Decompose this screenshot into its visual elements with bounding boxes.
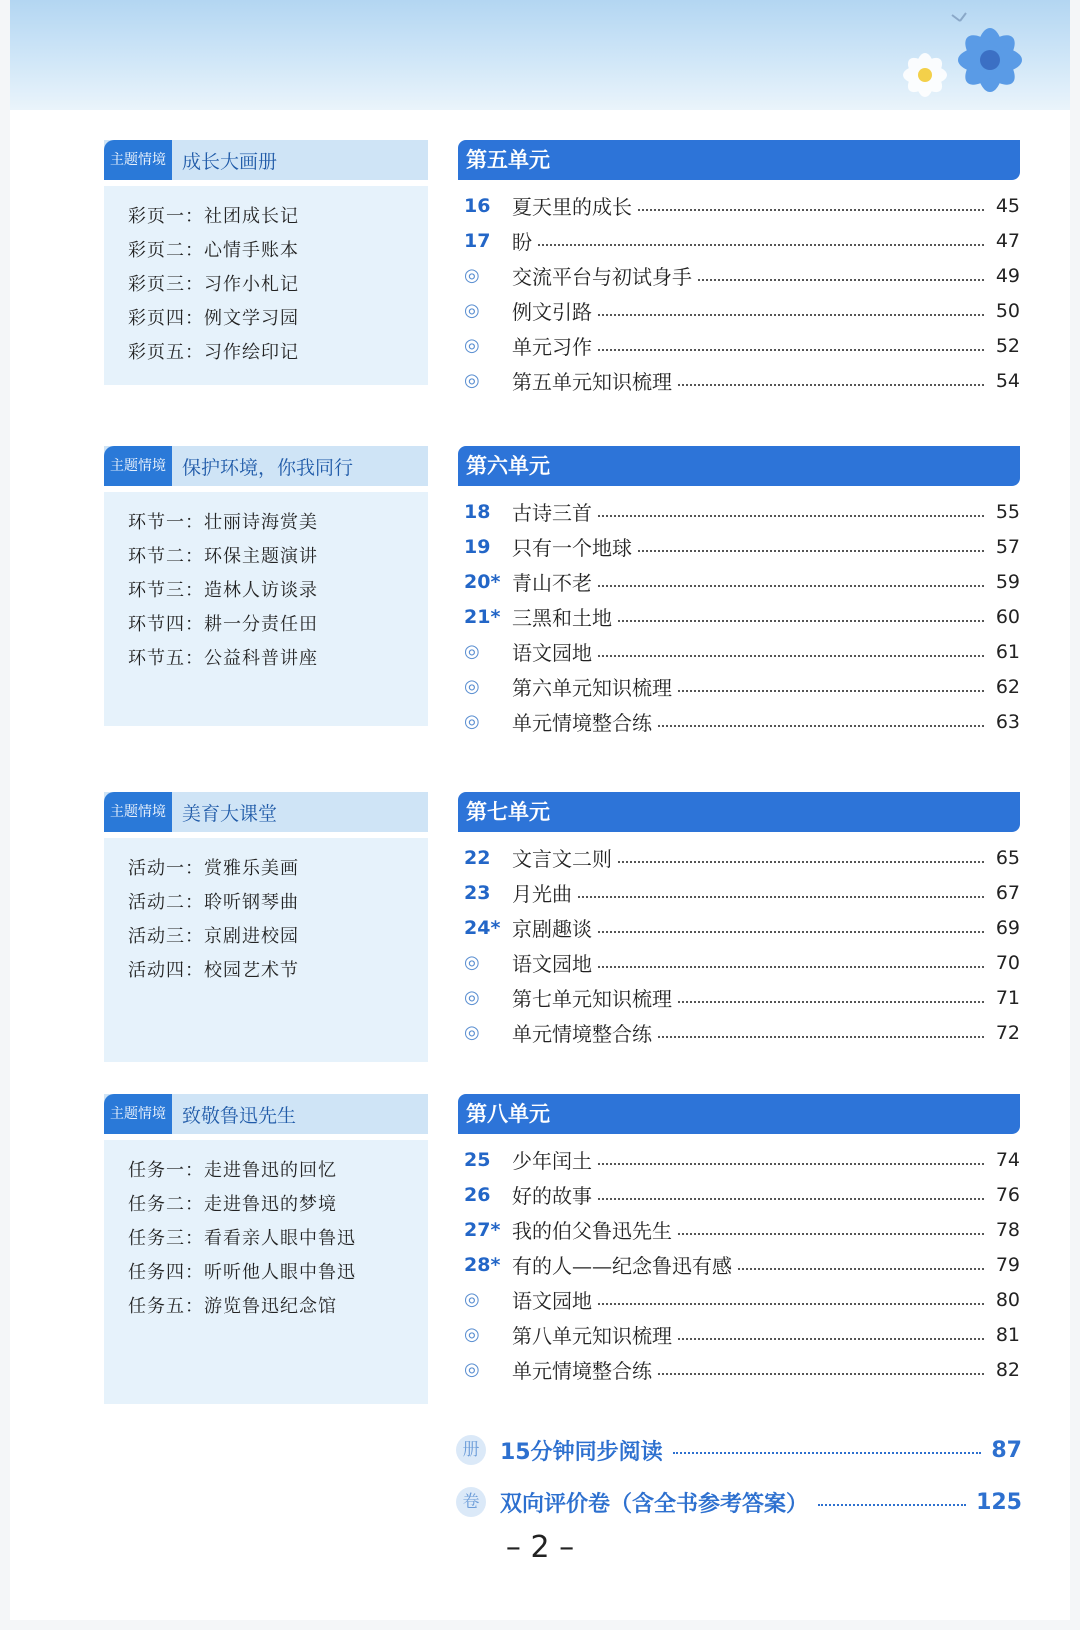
theme-item: 任务二：走进鲁迅的梦境	[128, 1194, 337, 1215]
theme-item: 彩页二：心情手账本	[128, 240, 299, 261]
entry-page: 50	[995, 299, 1020, 322]
unit-header: 第七单元	[458, 792, 1020, 832]
lesson-number: 27*	[464, 1218, 501, 1241]
dot-leader	[738, 1268, 984, 1270]
dot-leader	[598, 349, 984, 351]
toc-entry	[458, 704, 1020, 739]
entry-title: 我的伯父鲁迅先生	[512, 1219, 672, 1243]
entry-page: 52	[995, 334, 1020, 357]
unit-entries	[458, 188, 1020, 398]
entry-page: 54	[995, 369, 1020, 392]
circle-icon: ◎	[464, 1324, 480, 1345]
toc-entry	[458, 1015, 1020, 1050]
lesson-number: 22	[464, 846, 491, 869]
extra-title: 15分钟同步阅读	[500, 1439, 663, 1465]
entry-title: 好的故事	[512, 1184, 592, 1208]
theme-item: 环节四：耕一分责任田	[128, 614, 318, 635]
lesson-number: 20*	[464, 570, 501, 593]
theme-block-4	[104, 1094, 428, 1404]
theme-item: 活动四：校园艺术节	[128, 960, 299, 981]
entry-title: 单元习作	[512, 335, 592, 359]
lesson-number: 16	[464, 194, 491, 217]
entry-title: 少年闰土	[512, 1149, 592, 1173]
theme-item: 环节一：壮丽诗海赏美	[128, 512, 318, 533]
lesson-number: 25	[464, 1148, 491, 1171]
circle-icon: ◎	[464, 335, 480, 356]
entry-page: 47	[995, 229, 1020, 252]
circle-icon: ◎	[464, 300, 480, 321]
toc-entry	[458, 188, 1020, 223]
theme-body	[104, 838, 428, 1062]
lesson-number: 19	[464, 535, 491, 558]
toc-entry	[458, 599, 1020, 634]
dot-leader	[598, 515, 984, 517]
entry-title: 语文园地	[512, 641, 592, 665]
dot-leader	[678, 384, 984, 386]
extra-test-entry	[456, 1482, 1022, 1522]
toc-entry	[458, 910, 1020, 945]
theme-body	[104, 492, 428, 726]
unit-entries	[458, 1142, 1020, 1387]
entry-page: 65	[995, 846, 1020, 869]
toc-entry	[458, 1212, 1020, 1247]
unit-block-7	[458, 792, 1020, 1050]
unit-entries	[458, 840, 1020, 1050]
contents-page	[10, 0, 1070, 1620]
unit-block-8	[458, 1094, 1020, 1387]
dot-leader	[598, 1198, 984, 1200]
theme-title: 成长大画册	[182, 150, 278, 173]
entry-title: 月光曲	[512, 882, 572, 906]
entry-title: 单元情境整合练	[512, 1022, 652, 1046]
paper-icon: 卷	[456, 1487, 486, 1517]
entry-title: 文言文二则	[512, 847, 612, 871]
entry-title: 单元情境整合练	[512, 711, 652, 735]
unit-block-6	[458, 446, 1020, 739]
theme-item: 彩页三：习作小札记	[128, 274, 299, 295]
dot-leader	[598, 966, 984, 968]
dot-leader	[538, 244, 984, 246]
header-banner	[10, 0, 1070, 110]
entry-page: 69	[995, 916, 1020, 939]
entry-page: 81	[995, 1323, 1020, 1346]
entry-page: 76	[995, 1183, 1020, 1206]
toc-entry	[458, 328, 1020, 363]
theme-item: 任务四：听听他人眼中鲁迅	[128, 1262, 356, 1283]
dot-leader	[698, 279, 984, 281]
circle-icon: ◎	[464, 676, 480, 697]
entry-title: 第六单元知识梳理	[512, 676, 672, 700]
toc-entry	[458, 1317, 1020, 1352]
entry-page: 61	[995, 640, 1020, 663]
entry-page: 49	[995, 264, 1020, 287]
circle-icon: ◎	[464, 1022, 480, 1043]
dot-leader	[638, 550, 984, 552]
theme-item: 环节二：环保主题演讲	[128, 546, 318, 567]
page-number: – 2 –	[505, 1530, 575, 1565]
lesson-number: 21*	[464, 605, 501, 628]
entry-page: 59	[995, 570, 1020, 593]
entry-page: 45	[995, 194, 1020, 217]
dot-leader	[598, 655, 984, 657]
circle-icon: ◎	[464, 987, 480, 1008]
toc-entry	[458, 875, 1020, 910]
unit-header: 第五单元	[458, 140, 1020, 180]
theme-body	[104, 1140, 428, 1404]
toc-entry	[458, 529, 1020, 564]
entry-title: 三黑和土地	[512, 606, 612, 630]
toc-entry	[458, 980, 1020, 1015]
dot-leader	[618, 620, 984, 622]
lesson-number: 24*	[464, 916, 501, 939]
toc-entry	[458, 634, 1020, 669]
circle-icon: ◎	[464, 1359, 480, 1380]
unit-header: 第六单元	[458, 446, 1020, 486]
entry-title: 语文园地	[512, 1289, 592, 1313]
entry-page: 60	[995, 605, 1020, 628]
entry-title: 只有一个地球	[512, 536, 632, 560]
dot-leader	[618, 861, 984, 863]
entry-title: 夏天里的成长	[512, 195, 632, 219]
lesson-number: 26	[464, 1183, 491, 1206]
toc-entry	[458, 293, 1020, 328]
entry-page: 67	[995, 881, 1020, 904]
circle-icon: ◎	[464, 265, 480, 286]
theme-header	[104, 446, 428, 486]
dot-leader	[578, 896, 984, 898]
toc-entry	[458, 1142, 1020, 1177]
toc-entry	[458, 1282, 1020, 1317]
toc-entry	[458, 564, 1020, 599]
entry-page: 74	[995, 1148, 1020, 1171]
theme-block-2	[104, 446, 428, 726]
lesson-number: 17	[464, 229, 491, 252]
unit-entries	[458, 494, 1020, 739]
toc-entry	[458, 1352, 1020, 1387]
extra-title: 双向评价卷（含全书参考答案）	[500, 1491, 809, 1517]
theme-tag: 主题情境	[104, 140, 172, 180]
toc-entry	[458, 494, 1020, 529]
theme-tag: 主题情境	[104, 446, 172, 486]
dot-leader	[678, 1233, 984, 1235]
toc-entry	[458, 669, 1020, 704]
book-icon: 册	[456, 1435, 486, 1465]
entry-title: 古诗三首	[512, 501, 592, 525]
entry-title: 盼	[512, 230, 532, 254]
entry-title: 语文园地	[512, 952, 592, 976]
dot-leader	[598, 1303, 984, 1305]
toc-entry	[458, 363, 1020, 398]
circle-icon: ◎	[464, 370, 480, 391]
theme-body	[104, 186, 428, 385]
dot-leader	[598, 1163, 984, 1165]
toc-entry	[458, 840, 1020, 875]
flower-decoration-icon	[880, 5, 1050, 110]
theme-item: 任务三：看看亲人眼中鲁迅	[128, 1228, 356, 1249]
extra-page: 125	[976, 1489, 1022, 1515]
toc-entry	[458, 1247, 1020, 1282]
lesson-number: 23	[464, 881, 491, 904]
entry-page: 79	[995, 1253, 1020, 1276]
theme-item: 彩页四：例文学习园	[128, 308, 299, 329]
dot-leader	[658, 1036, 984, 1038]
entry-page: 62	[995, 675, 1020, 698]
entry-title: 第七单元知识梳理	[512, 987, 672, 1011]
theme-block-3	[104, 792, 428, 1062]
extra-reading-entry	[456, 1430, 1022, 1470]
toc-entry	[458, 945, 1020, 980]
circle-icon: ◎	[464, 641, 480, 662]
entry-page: 78	[995, 1218, 1020, 1241]
entry-title: 京剧趣谈	[512, 917, 592, 941]
theme-title: 保护环境，你我同行	[182, 456, 354, 479]
dot-leader	[598, 314, 984, 316]
entry-title: 青山不老	[512, 571, 592, 595]
theme-item: 任务五：游览鲁迅纪念馆	[128, 1296, 337, 1317]
entry-page: 63	[995, 710, 1020, 733]
theme-title: 美育大课堂	[182, 802, 278, 825]
circle-icon: ◎	[464, 711, 480, 732]
entry-title: 交流平台与初试身手	[512, 265, 692, 289]
theme-item: 活动二：聆听钢琴曲	[128, 892, 299, 913]
lesson-number: 18	[464, 500, 491, 523]
dot-leader	[658, 725, 984, 727]
theme-item: 环节三：造林人访谈录	[128, 580, 318, 601]
theme-header	[104, 1094, 428, 1134]
theme-item: 彩页一：社团成长记	[128, 206, 299, 227]
dot-leader	[638, 209, 984, 211]
circle-icon: ◎	[464, 952, 480, 973]
theme-header	[104, 140, 428, 180]
theme-block-1	[104, 140, 428, 385]
lesson-number: 28*	[464, 1253, 501, 1276]
entry-title: 例文引路	[512, 300, 592, 324]
entry-page: 80	[995, 1288, 1020, 1311]
dot-leader	[678, 1001, 984, 1003]
dot-leader	[678, 690, 984, 692]
entry-page: 70	[995, 951, 1020, 974]
unit-block-5	[458, 140, 1020, 398]
toc-entry	[458, 223, 1020, 258]
unit-header: 第八单元	[458, 1094, 1020, 1134]
toc-entry	[458, 258, 1020, 293]
entry-page: 55	[995, 500, 1020, 523]
entry-page: 82	[995, 1358, 1020, 1381]
entry-title: 单元情境整合练	[512, 1359, 652, 1383]
theme-item: 任务一：走进鲁迅的回忆	[128, 1160, 337, 1181]
theme-item: 环节五：公益科普讲座	[128, 648, 318, 669]
theme-item: 彩页五：习作绘印记	[128, 342, 299, 363]
dot-leader	[818, 1504, 966, 1506]
dot-leader	[678, 1338, 984, 1340]
entry-title: 第八单元知识梳理	[512, 1324, 672, 1348]
entry-page: 72	[995, 1021, 1020, 1044]
toc-entry	[458, 1177, 1020, 1212]
circle-icon: ◎	[464, 1289, 480, 1310]
entry-page: 71	[995, 986, 1020, 1009]
entry-page: 57	[995, 535, 1020, 558]
dot-leader	[673, 1452, 982, 1454]
entry-title: 有的人——纪念鲁迅有感	[512, 1254, 732, 1278]
theme-tag: 主题情境	[104, 1094, 172, 1134]
dot-leader	[598, 585, 984, 587]
theme-header	[104, 792, 428, 832]
theme-title: 致敬鲁迅先生	[182, 1104, 297, 1127]
entry-title: 第五单元知识梳理	[512, 370, 672, 394]
dot-leader	[598, 931, 984, 933]
theme-item: 活动三：京剧进校园	[128, 926, 299, 947]
dot-leader	[658, 1373, 984, 1375]
theme-tag: 主题情境	[104, 792, 172, 832]
theme-item: 活动一：赏雅乐美画	[128, 858, 299, 879]
extra-page: 87	[991, 1437, 1022, 1463]
